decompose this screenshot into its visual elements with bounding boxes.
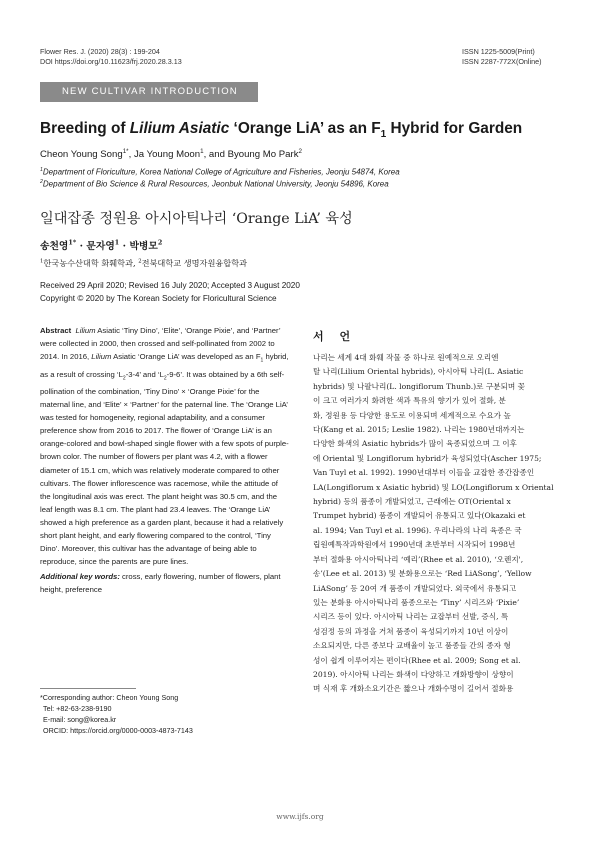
- intro-line: 이 크고 여러가지 화려한 색과 특유의 향기가 있어 절화, 분: [313, 396, 506, 406]
- k-aff1: 한국농수산대학 화훼학과,: [43, 258, 139, 268]
- abs-t6: -3-4’ and ‘L: [125, 369, 164, 379]
- korean-authors: [40, 238, 162, 252]
- footnote-divider: [40, 688, 136, 689]
- intro-line: 성이 쉽게 이루어지는 편이다(Rhee et al. 2009; Song et al.: [313, 655, 521, 665]
- aff1-text: Department of Floriculture, Korea National College of Agriculture and Fisheries, Jeonju 54874, Korea: [42, 167, 400, 177]
- issn-print: ISSN 1225-5009(Print): [462, 47, 535, 56]
- issn-online: ISSN 2287-772X(Online): [462, 57, 542, 66]
- author-3: , and Byoung Mo Park: [203, 149, 299, 161]
- aff2-text: Department of Bio Science & Rural Resources, Jeonbuk National University, Jeonju 54896, Korea: [42, 179, 389, 189]
- intro-line: 화, 정원용 등 다양한 용도로 이용되며 세계적으로 수요가 높: [313, 410, 511, 420]
- intro-line: 립원예특작과학원에서 1990년대 초반부터 시작되어 1998년: [313, 540, 516, 550]
- received-dates: Received 29 April 2020; Revised 16 July 2020; Accepted 3 August 2020: [40, 281, 300, 290]
- corresponding-tel: Tel: +82-63-238-9190: [43, 704, 112, 713]
- k-author-2: · 문자영: [76, 241, 115, 252]
- intro-line: 부터 절화용 아시아틱나리 ‘예리’(Rhee et al. 2010), ‘오렌지',: [313, 554, 524, 564]
- abstract: [40, 324, 289, 596]
- intro-body: [313, 351, 562, 697]
- title-sub: 1: [380, 129, 387, 141]
- intro-line: al. 1994; Van Tuyl et al. 1996). 우리나라의 나리 육종은 국: [313, 525, 522, 535]
- intro-line: Trumpet hybrid) 품종이 개발되어 유통되고 있다(Okazaki et: [313, 511, 526, 521]
- affiliation-1: [40, 165, 400, 178]
- intro-line: Van Tuyl et al. 1992). 1990년대부터 이들을 교잡한 종간잡종인: [313, 468, 535, 478]
- abs-t4: Asiatic ‘Orange LiA’ was developed as an F: [111, 352, 261, 362]
- author-list: [40, 148, 302, 160]
- title-prefix: Breeding of: [40, 120, 130, 137]
- abs-t7: -9-6’. It was obtained by a 6th self-pollination of the combination, ‘Tiny Dino’ × ‘Orange Pixie’ for the maternal line, and ‘Elite’ × ‘Partner’ for the paternal line. The ‘Orange LiA’ was tested for homogeneity, regional adaptability, and a consumer preference show from 2016 to 2017. The flower of ‘Orange LiA’ is an orange-colored and bowl-shaped single flower with a few spots of purple-brown color. The number of flowers per plant was 4.2, with a flower diameter of 15.1 cm, which was relatively moderate compared to other cultivars. The flower inflorescence was racemose, while the attitude of the longitudinal axis was erect. The plant height was 30.5 cm, and the leaf length was 8.1 cm. The plant had 23.4 leaves. The ‘Orange LiA’ showed a high preference as a garden plant, because it had a relatively short plant height, and early flowering compared to the control, ‘Tiny Dino’. Moreover, this cultivar has the advantage of being able to reproduce, since the parents are pure lines.: [40, 369, 289, 566]
- intro-line: 며 식재 후 개화소요기간은 짧으나 개화수명이 길어서 절화용: [313, 684, 514, 694]
- author-2-sup: 1: [200, 148, 204, 155]
- keywords: cross, early flowering, number of flowers, plant height, preference: [40, 571, 281, 594]
- author-1: Cheon Young Song: [40, 149, 123, 161]
- abs-t3: Lilium: [91, 352, 112, 362]
- title-mid: ‘Orange LiA’ as an F: [229, 120, 381, 137]
- aff1-sup: 1: [40, 167, 43, 173]
- intro-line: 송’(Lee et al. 2013) 및 분화용으로는 ‘Red LiASong’, ‘Yellow: [313, 569, 532, 579]
- corresponding-orcid[interactable]: ORCID: https://orcid.org/0000-0003-4873-7143: [43, 726, 193, 735]
- k-author-1-sup: 1*: [68, 238, 77, 247]
- intro-line: LiASong’ 등 20여 개 품종이 개발되었다. 외국에서 유통되고: [313, 583, 517, 593]
- doi-link[interactable]: DOI https://doi.org/10.11623/frj.2020.28.3.13: [40, 57, 182, 66]
- title-species: Lilium Asiatic: [129, 120, 230, 137]
- title-suffix: Hybrid for Garden: [386, 120, 523, 137]
- intro-line: 성검정 등의 과정을 거쳐 품종이 육성되기까지 10년 이상이: [313, 626, 509, 636]
- abs-t5-sub: 2: [122, 375, 126, 382]
- intro-line: LA(Longiflorum x Asiatic hybrid) 및 LO(Longiflorum x Oriental: [313, 482, 554, 492]
- abs-t5: hybrid, as a result of crossing ‘L: [40, 352, 289, 379]
- intro-line: 나리는 세계 4대 화훼 작물 중 하나로 원예적으로 오리엔: [313, 353, 499, 362]
- intro-line: 2019). 아시아틱 나리는 화색이 다양하고 개화방향이 상향이: [313, 669, 514, 679]
- intro-line: hybrids) 및 나팔나리(L. longiflorum Thunb.)로 구분되며 꽃: [313, 381, 525, 391]
- intro-line: 있는 분화용 아시아틱나리 품종으로는 ‘Tiny’ 시리즈와 ‘Pixie’: [313, 597, 520, 607]
- abs-t1: Lilium: [75, 326, 96, 335]
- paper-title: [40, 120, 522, 140]
- k-author-3: · 박병모: [119, 241, 158, 252]
- corresponding-email[interactable]: E-mail: song@korea.kr: [43, 715, 117, 724]
- abs-t4-sub: 1: [260, 357, 264, 364]
- intro-line: 시리즈 등이 있다. 아시아틱 나리는 교잡부터 선발, 증식, 특: [313, 612, 509, 622]
- keywords-label: Additional key words:: [40, 571, 120, 581]
- article-history: [40, 279, 300, 305]
- copyright-line: Copyright © 2020 by The Korean Society for Floricultural Science: [40, 294, 277, 303]
- author-2: , Ja Young Moon: [128, 149, 201, 161]
- k-aff2: 전북대학교 생명자원융합학과: [141, 258, 248, 268]
- section-heading-intro: 서 언: [313, 330, 357, 343]
- k-author-3-sup: 2: [157, 238, 163, 247]
- intro-line: 소요되지만, 다른 종보다 교배율이 높고 품종들 간의 종자 형: [313, 641, 511, 651]
- journal-website[interactable]: www.ijfs.org: [276, 812, 324, 821]
- aff2-sup: 2: [40, 179, 43, 185]
- author-3-sup: 2: [298, 148, 302, 155]
- k-aff1-sup: 1: [40, 258, 44, 265]
- abstract-label: Abstract: [40, 326, 72, 335]
- intro-line: 에 Oriental 및 Longiflorum hybrid가 육성되었다(Ascher 1975;: [313, 453, 542, 463]
- article-type-banner: NEW CULTIVAR INTRODUCTION: [40, 82, 258, 102]
- author-1-sup: 1*: [122, 148, 129, 155]
- journal-citation: Flower Res. J. (2020) 28(3) : 199-204: [40, 47, 160, 56]
- intro-line: 다양한 화색의 Asiatic hybrids가 많이 육종되었으며 그 이후: [313, 439, 517, 449]
- intro-line: hybrid) 등의 품종이 개발되었고, 근래에는 OT(Oriental x: [313, 497, 511, 507]
- affiliation-2: [40, 177, 389, 190]
- intro-line: 다(Kang et al. 2015; Leslie 1982). 나리는 1980년대까지는: [313, 425, 525, 435]
- k-author-2-sup: 1: [114, 238, 120, 247]
- k-author-1: 송천영: [40, 241, 69, 252]
- abs-t6-sub: 2: [163, 375, 167, 382]
- korean-affiliations: [40, 258, 247, 269]
- korean-title: 일대잡종 정원용 아시아틱나리 ‘Orange LiA’ 육성: [40, 211, 353, 227]
- correspondence-block: [40, 692, 193, 736]
- k-aff2-sup: 2: [138, 258, 142, 265]
- corresponding-author: *Corresponding author: Cheon Young Song: [40, 693, 179, 702]
- intro-line: 탈 나리(Lilium Oriental hybrids), 아시아틱 나리(L. Asiatic: [313, 367, 524, 377]
- abs-t2: Asiatic ‘Tiny Dino’, ‘Elite’, ‘Orange Pixie’, and ‘Partner’ were collected in 2000, then crossed and self-pollinated from 2002 to 2014. In 2016,: [40, 326, 281, 362]
